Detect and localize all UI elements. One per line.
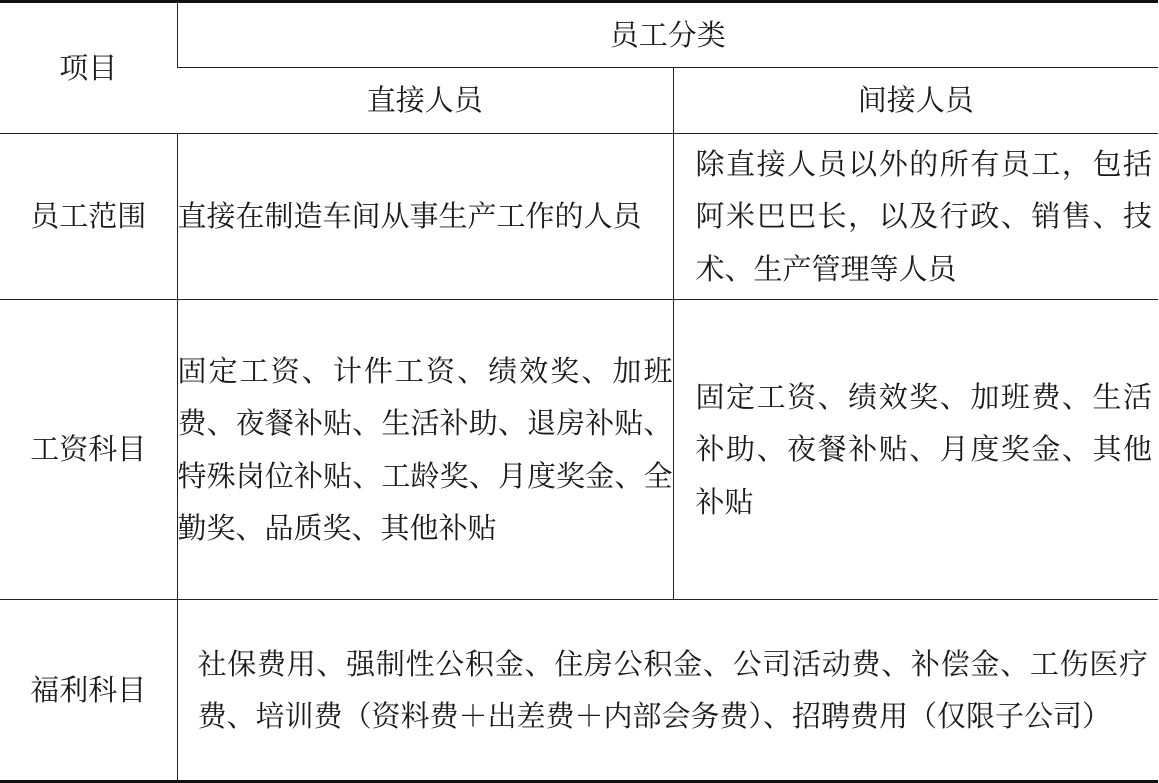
table-row (0, 600, 1158, 782)
row-label-cell: 工资科目 (0, 300, 177, 600)
merged-cell: 社保费用、强制性公积金、住房公积金、公司活动费、补偿金、工伤医疗费、培训费（资料费＋出差费＋内部会务费）、招聘费用（仅限子公司） (177, 600, 1158, 782)
header-direct-cell: 直接人员 (177, 68, 673, 134)
table-row (0, 300, 1158, 600)
table-row (0, 134, 1158, 300)
indirect-cell: 固定工资、绩效奖、加班费、生活补助、夜餐补贴、月度奖金、其他补贴 (673, 300, 1158, 600)
direct-cell: 直接在制造车间从事生产工作的人员 (177, 134, 673, 300)
row-label-cell: 福利科目 (0, 600, 177, 782)
header-item-cell: 项目 (0, 2, 177, 134)
header-row-1 (0, 2, 1158, 68)
header-indirect-cell: 间接人员 (673, 68, 1158, 134)
header-group-cell: 员工分类 (177, 2, 1158, 68)
row-label-cell: 员工范围 (0, 134, 177, 300)
indirect-cell: 除直接人员以外的所有员工，包括阿米巴巴长，以及行政、销售、技术、生产管理等人员 (673, 134, 1158, 300)
direct-cell: 固定工资、计件工资、绩效奖、加班费、夜餐补贴、生活补助、退房补贴、特殊岗位补贴、工龄奖、月度奖金、全勤奖、品质奖、其他补贴 (177, 300, 673, 600)
